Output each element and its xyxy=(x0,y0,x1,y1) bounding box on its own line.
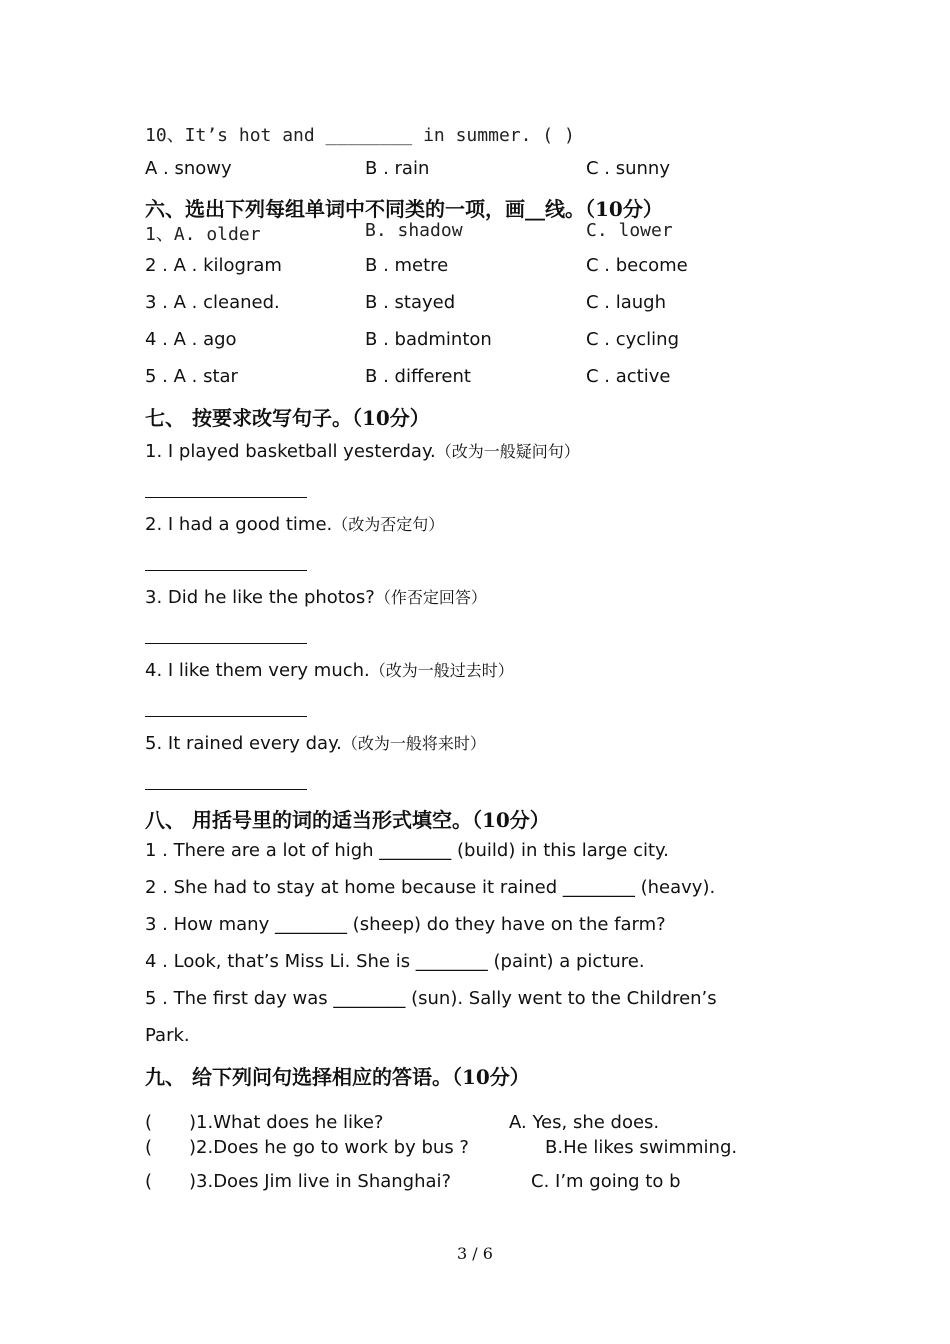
row1-option-c: C. lower xyxy=(586,220,673,241)
answer-option: B.He likes swimming. xyxy=(545,1137,738,1158)
item-instruction: （改为一般疑问句） xyxy=(435,442,580,461)
answer-line-2[interactable] xyxy=(145,570,307,571)
item-instruction: （改为一般过去时） xyxy=(369,661,514,680)
row5-option-a: 5 . A . star xyxy=(145,366,238,387)
item-text: 4. I like them very much. xyxy=(145,660,370,681)
q10-stem: 10、It’s hot and ________ in summer. ( ) xyxy=(145,125,575,146)
answer-paren[interactable]: ( xyxy=(145,1137,153,1158)
answer-option: C. I’m going to b xyxy=(531,1171,681,1192)
section7-item-5 xyxy=(145,731,486,754)
row2-option-b: B . metre xyxy=(365,255,449,276)
section8-item-3: 3 . How many ________ (sheep) do they have on the farm? xyxy=(145,914,666,935)
section9-question-3 xyxy=(145,1171,845,1195)
section6-row-3 xyxy=(145,292,845,316)
section8-item-5: 5 . The first day was ________ (sun). Sally went to the Children’s xyxy=(145,988,717,1009)
row4-option-a: 4 . A . ago xyxy=(145,329,237,350)
item-text: 1. I played basketball yesterday. xyxy=(145,441,436,462)
section8-heading: 八、 用括号里的词的适当形式填空。（10分） xyxy=(145,808,550,832)
section9-question-1 xyxy=(145,1112,845,1136)
answer-option: A. Yes, she does. xyxy=(509,1112,660,1133)
section7-item-3 xyxy=(145,585,487,608)
section8-item-4: 4 . Look, that’s Miss Li. She is ________ (paint) a picture. xyxy=(145,951,645,972)
item-text: 5. It rained every day. xyxy=(145,733,342,754)
item-instruction: （作否定回答） xyxy=(374,588,487,607)
section8-item-1: 1 . There are a lot of high ________ (build) in this large city. xyxy=(145,840,669,861)
section8-item-5-continued: Park. xyxy=(145,1025,190,1046)
answer-paren[interactable]: ( xyxy=(145,1112,153,1133)
answer-line-5[interactable] xyxy=(145,789,307,790)
row4-option-c: C . cycling xyxy=(586,329,680,350)
answer-line-3[interactable] xyxy=(145,643,307,644)
row4-option-b: B . badminton xyxy=(365,329,492,350)
question-text: )2.Does he go to work by bus ? xyxy=(189,1137,469,1158)
question-text: )1.What does he like? xyxy=(189,1112,384,1133)
row1-option-a: 1、A. older xyxy=(145,224,261,245)
section8-item-2: 2 . She had to stay at home because it rained ________ (heavy). xyxy=(145,877,716,898)
answer-line-1[interactable] xyxy=(145,497,307,498)
section7-item-4 xyxy=(145,658,514,681)
section7-item-1 xyxy=(145,439,580,462)
section6-row-5 xyxy=(145,366,845,390)
q10-option-b: B . rain xyxy=(365,158,430,179)
question-text: )3.Does Jim live in Shanghai? xyxy=(189,1171,452,1192)
row3-option-b: B . stayed xyxy=(365,292,456,313)
section6-heading: 六、选出下列每组单词中不同类的一项，画__线。（10分） xyxy=(145,197,663,221)
row5-option-b: B . different xyxy=(365,366,471,387)
item-text: 2. I had a good time. xyxy=(145,514,333,535)
q10-option-a: A . snowy xyxy=(145,158,232,179)
section9-heading: 九、 给下列问句选择相应的答语。（10分） xyxy=(145,1065,530,1089)
item-text: 3. Did he like the photos? xyxy=(145,587,375,608)
row3-option-c: C . laugh xyxy=(586,292,667,313)
section9-question-2 xyxy=(145,1137,845,1161)
item-instruction: （改为否定句） xyxy=(332,515,445,534)
section7-item-2 xyxy=(145,512,444,535)
answer-paren[interactable]: ( xyxy=(145,1171,153,1192)
row5-option-c: C . active xyxy=(586,366,671,387)
answer-line-4[interactable] xyxy=(145,716,307,717)
row2-option-c: C . become xyxy=(586,255,688,276)
row1-option-b: B. shadow xyxy=(365,220,463,241)
section6-row-2 xyxy=(145,255,845,279)
row2-option-a: 2 . A . kilogram xyxy=(145,255,282,276)
row3-option-a: 3 . A . cleaned. xyxy=(145,292,280,313)
page-number: 3 / 6 xyxy=(457,1244,493,1263)
q10-option-c: C . sunny xyxy=(586,158,670,179)
section6-row-4 xyxy=(145,329,845,353)
q10-options xyxy=(145,158,845,182)
section6-row-1 xyxy=(145,220,845,244)
section7-heading: 七、 按要求改写句子。（10分） xyxy=(145,406,430,430)
item-instruction: （改为一般将来时） xyxy=(341,734,486,753)
